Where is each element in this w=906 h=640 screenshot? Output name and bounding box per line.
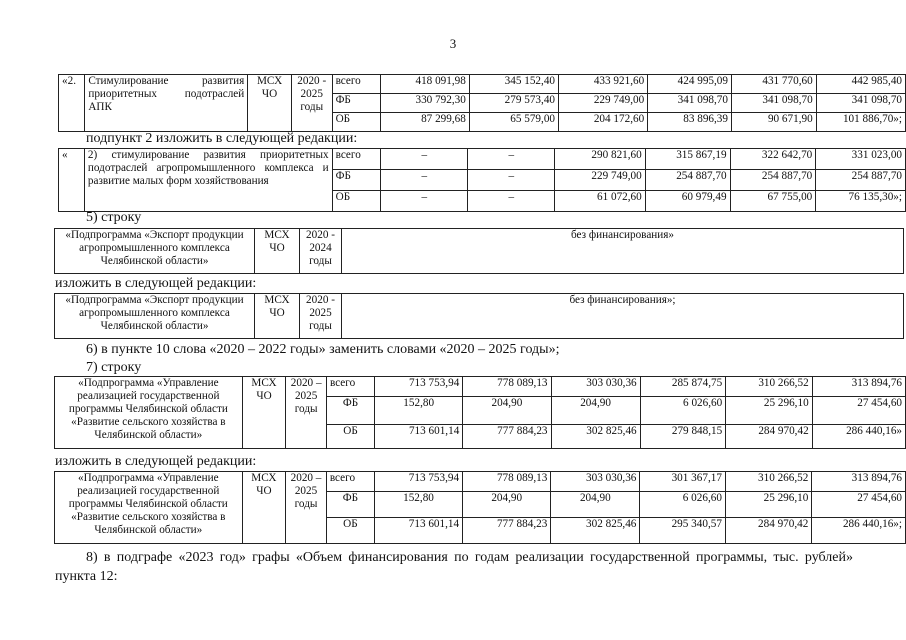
value-cell: 76 135,30»; <box>816 191 906 212</box>
subprogram-name: Стимулирование развития приоритетных подотраслей АПК <box>85 75 248 132</box>
value-cell: 204 172,60 <box>559 113 648 132</box>
value-cell: 27 454,60 <box>812 492 906 518</box>
value-cell: 777 884,23 <box>463 425 551 449</box>
value-cell: 27 454,60 <box>812 397 905 425</box>
table-management-new <box>54 471 906 544</box>
page-number: 3 <box>449 36 457 51</box>
source-regional: ОБ <box>326 518 374 544</box>
value-cell: 341 098,70 <box>648 94 732 113</box>
source-federal: ФБ <box>332 170 381 191</box>
row-number: «2. <box>59 75 85 132</box>
period: 2020 - 2024 годы <box>300 229 342 274</box>
instruction-item-8: 8) в подграфе «2023 год» графы «Объем финансирования по годам реализации государственной программы, тыс. рублей» пункта 12: <box>55 550 853 584</box>
source-federal: ФБ <box>326 492 374 518</box>
value-cell: 331 023,00 <box>816 149 906 170</box>
value-cell: 341 098,70 <box>816 94 905 113</box>
value-cell: 25 296,10 <box>726 397 812 425</box>
value-cell: 290 821,60 <box>555 149 645 170</box>
instruction-subitem-2: подпункт 2 изложить в следующей редакции: <box>86 131 358 146</box>
value-cell: 301 367,17 <box>640 472 726 492</box>
source-total: всего <box>326 377 374 397</box>
value-cell: 101 886,70»; <box>816 113 905 132</box>
value-cell: 286 440,16» <box>812 425 905 449</box>
value-cell: 778 089,13 <box>463 472 551 492</box>
table-management-old <box>54 376 906 449</box>
value-cell: 284 970,42 <box>725 518 811 544</box>
value-cell: 285 874,75 <box>640 377 726 397</box>
funding-note: без финансирования»; <box>342 294 904 339</box>
value-cell: 204,90 <box>463 397 551 425</box>
value-cell: 152,80 <box>375 397 463 425</box>
subprogram-name: «Подпрограмма «Управление реализацией государственной программы Челябинской области «Развитие сельского хозяйства в Челябинской области» <box>55 377 243 449</box>
value-cell: 254 887,70 <box>816 170 906 191</box>
subitem-name: 2) стимулирование развития приоритетных подотраслей агропромышленного комплекса и развитие малых форм хозяйствования <box>84 149 332 212</box>
value-cell: 341 098,70 <box>731 94 816 113</box>
value-cell: 67 755,00 <box>730 191 816 212</box>
value-cell: 229 749,00 <box>555 170 645 191</box>
value-cell: 345 152,40 <box>469 75 558 94</box>
value-cell: 83 896,39 <box>648 113 732 132</box>
executor: МСХ ЧО <box>248 75 292 132</box>
value-cell: 279 573,40 <box>469 94 558 113</box>
executor: МСХ ЧО <box>255 229 300 274</box>
value-cell: 330 792,30 <box>380 94 469 113</box>
value-cell: 204,90 <box>463 492 551 518</box>
value-cell: 313 894,76 <box>812 472 906 492</box>
value-cell: 433 921,60 <box>559 75 648 94</box>
value-cell: 65 579,00 <box>469 113 558 132</box>
value-cell: 279 848,15 <box>640 425 726 449</box>
value-cell: 6 026,60 <box>640 492 726 518</box>
executor: МСХ ЧО <box>255 294 300 339</box>
table-export-old <box>54 228 904 274</box>
source-regional: ОБ <box>332 191 381 212</box>
value-cell: – <box>468 170 555 191</box>
subprogram-name: «Подпрограмма «Экспорт продукции агропромышленного комплекса Челябинской области» <box>55 229 255 274</box>
value-cell: – <box>381 149 468 170</box>
source-federal: ФБ <box>326 397 374 425</box>
value-cell: – <box>381 191 468 212</box>
value-cell: 313 894,76 <box>812 377 905 397</box>
value-cell: 310 266,52 <box>725 472 811 492</box>
value-cell: 204,90 <box>551 397 640 425</box>
value-cell: 777 884,23 <box>463 518 551 544</box>
source-total: всего <box>332 149 381 170</box>
value-cell: 303 030,36 <box>551 377 640 397</box>
funding-note: без финансирования» <box>342 229 904 274</box>
value-cell: – <box>468 191 555 212</box>
period: 2020 - 2025 годы <box>300 294 342 339</box>
instruction-replace: изложить в следующей редакции: <box>55 454 257 469</box>
value-cell: 778 089,13 <box>463 377 551 397</box>
value-cell: 295 340,57 <box>640 518 726 544</box>
value-cell: 424 995,09 <box>648 75 732 94</box>
value-cell: 254 887,70 <box>645 170 730 191</box>
period: 2020 - 2025 годы <box>291 75 332 132</box>
value-cell: 713 601,14 <box>374 518 462 544</box>
value-cell: 61 072,60 <box>555 191 645 212</box>
period: 2020 – 2025 годы <box>286 472 327 544</box>
table-apk-stimulation <box>58 74 906 132</box>
value-cell: – <box>468 149 555 170</box>
value-cell: 315 867,19 <box>645 149 730 170</box>
value-cell: 254 887,70 <box>730 170 816 191</box>
value-cell: 418 091,98 <box>380 75 469 94</box>
executor: МСХ ЧО <box>242 377 286 449</box>
instruction-replace: изложить в следующей редакции: <box>55 276 257 291</box>
value-cell: 322 642,70 <box>730 149 816 170</box>
value-cell: 310 266,52 <box>726 377 812 397</box>
value-cell: 713 601,14 <box>375 425 463 449</box>
value-cell: 713 753,94 <box>374 472 462 492</box>
source-total: всего <box>326 472 374 492</box>
value-cell: 302 825,46 <box>551 518 640 544</box>
source-total: всего <box>332 75 380 94</box>
value-cell: 713 753,94 <box>375 377 463 397</box>
value-cell: 229 749,00 <box>559 94 648 113</box>
value-cell: 303 030,36 <box>551 472 640 492</box>
value-cell: 204,90 <box>551 492 640 518</box>
value-cell: 442 985,40 <box>816 75 905 94</box>
source-regional: ОБ <box>332 113 380 132</box>
value-cell: 286 440,16»; <box>812 518 906 544</box>
value-cell: – <box>381 170 468 191</box>
value-cell: 152,80 <box>374 492 462 518</box>
value-cell: 60 979,49 <box>645 191 730 212</box>
value-cell: 87 299,68 <box>380 113 469 132</box>
table-subitem-2 <box>58 148 906 212</box>
source-federal: ФБ <box>332 94 380 113</box>
executor: МСХ ЧО <box>242 472 286 544</box>
value-cell: 25 296,10 <box>725 492 811 518</box>
subprogram-name: «Подпрограмма «Экспорт продукции агропромышленного комплекса Челябинской области» <box>55 294 255 339</box>
instruction-item-5: 5) строку <box>86 210 142 225</box>
subprogram-name: «Подпрограмма «Управление реализацией государственной программы Челябинской области «Развитие сельского хозяйства в Челябинской области» <box>55 472 243 544</box>
quote-mark: « <box>59 149 85 212</box>
source-regional: ОБ <box>326 425 374 449</box>
value-cell: 6 026,60 <box>640 397 726 425</box>
instruction-item-7: 7) строку <box>86 360 142 375</box>
value-cell: 284 970,42 <box>726 425 812 449</box>
table-export-new <box>54 293 904 339</box>
period: 2020 – 2025 годы <box>286 377 327 449</box>
value-cell: 90 671,90 <box>731 113 816 132</box>
value-cell: 302 825,46 <box>551 425 640 449</box>
value-cell: 431 770,60 <box>731 75 816 94</box>
instruction-item-6: 6) в пункте 10 слова «2020 – 2022 годы» заменить словами «2020 – 2025 годы»; <box>86 342 560 357</box>
